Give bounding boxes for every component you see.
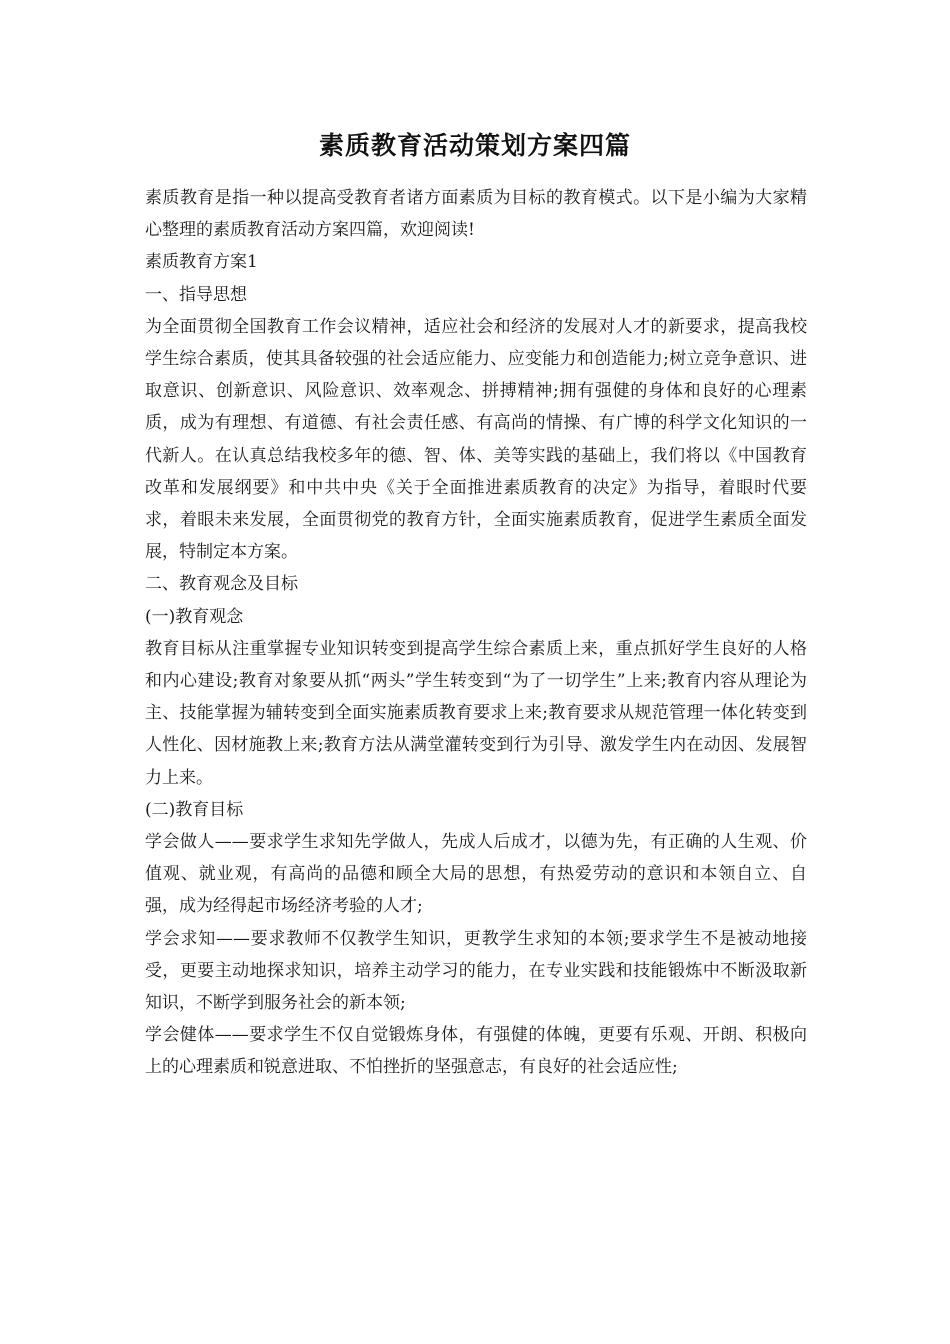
subheading-education-concept: (一)教育观念 [145, 606, 244, 627]
paragraph-learn-to-be: 学会做人——要求学生求知先学做人，先成人后成才，以德为先，有正确的人生观、价值观、就业观，有高尚的品德和顾全大局的思想，有热爱劳动的意识和本领自立、自强，成为经得起市场经济考验的人才; [145, 832, 807, 917]
paragraph-guiding-thought: 为全面贯彻全国教育工作会议精神，适应社会和经济的发展对人才的新要求，提高我校学生综合素质，使其具备较强的社会适应能力、应变能力和创造能力;树立竞争意识、进取意识、创新意识、风险意识、效率观念、拼搏精神;拥有强健的身体和良好的心理素质，成为有理想、有道德、有社会责任感、有高尚的情操、有广博的科学文化知识的一代新人。在认真总结我校多年的德、智、体、美等实践的基础上，我们将以《中国教育改革和发展纲要》和中共中央《关于全面推进素质教育的决定》为指导，着眼时代要求，着眼未来发展，全面贯彻党的教育方针，全面实施素质教育，促进学生素质全面发展，特制定本方案。 [145, 316, 807, 563]
heading-guiding-thought: 一、指导思想 [145, 284, 247, 305]
heading-education-concept-goals: 二、教育观念及目标 [145, 574, 298, 595]
document-body [145, 182, 807, 1084]
section-heading-plan-1: 素质教育方案1 [145, 252, 258, 273]
subheading-education-goals: (二)教育目标 [145, 799, 244, 820]
paragraph-learn-to-know: 学会求知——要求教师不仅教学生知识，更教学生求知的本领;要求学生不是被动地接受，更要主动地探求知识，培养主动学习的能力，在专业实践和技能锻炼中不断汲取新知识，不断学到服务社会的新本领; [145, 928, 807, 1014]
document-title: 素质教育活动策划方案四篇 [318, 131, 631, 160]
paragraph-learn-fitness: 学会健体——要求学生不仅自觉锻炼身体，有强健的体魄，更要有乐观、开朗、积极向上的心理素质和锐意进取、不怕挫折的坚强意志，有良好的社会适应性; [145, 1025, 807, 1078]
intro-paragraph: 素质教育是指一种以提高受教育者诸方面素质为目标的教育模式。以下是小编为大家精心整理的素质教育活动方案四篇，欢迎阅读! [145, 188, 807, 241]
paragraph-education-concept: 教育目标从注重掌握专业知识转变到提高学生综合素质上来，重点抓好学生良好的人格和内心建设;教育对象要从抓“两头”学生转变到“为了一切学生”上来;教育内容从理论为主、技能掌握为辅转变到全面实施素质教育要求上来;教育要求从规范管理一体化转变到人性化、因材施教上来;教育方法从满堂灌转变到行为引导、激发学生内在动因、发展智力上来。 [145, 638, 807, 788]
